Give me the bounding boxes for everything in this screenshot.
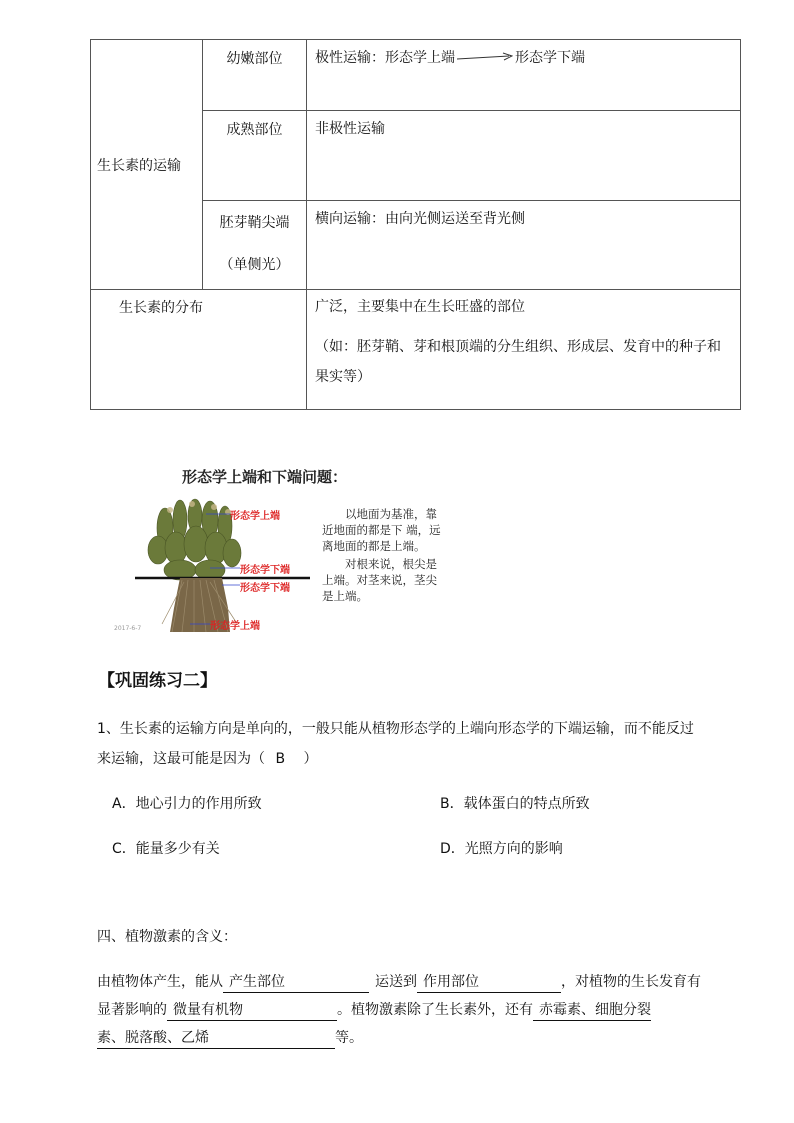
question-text: 1、生长素的运输方向是单向的，一般只能从植物形态学的上端向形态学的下端运输，而不能反过来运输，这最可能是因为（ (97, 721, 694, 767)
distribution-line2: （如：胚芽鞘、芽和根顶端的分生组织、形成层、发育中的种子和果实等） (315, 339, 721, 385)
figure-date: 2017-6-7 (114, 625, 142, 632)
transport-label-cell (91, 40, 203, 290)
question-1 (97, 714, 707, 774)
right-arrow-icon (457, 52, 513, 64)
para-text-2: 运送到 (375, 974, 417, 990)
section4-title: 四、植物激素的含义： (97, 929, 237, 945)
distribution-cell (307, 290, 741, 410)
question-answer: B (275, 751, 286, 767)
option-d: D．光照方向的影响 (440, 841, 563, 857)
distribution-label-cell (91, 290, 307, 410)
figure-desc-1: 以地面为基准，靠近地面的都是下 端，远离地面的都是上端。 (322, 507, 441, 553)
practice-heading: 【巩固练习二】 (98, 671, 217, 691)
part-tip: 胚芽鞘尖端 (219, 215, 290, 231)
part-cell-young (203, 40, 307, 111)
desc-cell-nonpolar (307, 111, 741, 201)
para-text-4: 。植物激素除了生长素外，还有 (337, 1002, 533, 1018)
option-a: A．地心引力的作用所致 (112, 796, 262, 812)
label-root-upper: 形态学上端 (210, 621, 260, 632)
figure-title: 形态学上端和下端问题： (182, 468, 348, 486)
label-root-lower: 形态学下端 (240, 583, 290, 594)
figure-description (322, 506, 442, 604)
blank-origin: 产生部位 (223, 972, 369, 993)
polar-desc-start: 极性运输：形态学上端 (315, 50, 455, 66)
auxin-table (90, 39, 741, 410)
para-text-5: 等。 (335, 1030, 363, 1046)
desc-cell-polar (307, 40, 741, 111)
desc-cell-lateral (307, 201, 741, 290)
part-cell-mature (203, 111, 307, 201)
label-top-upper: 形态学上端 (230, 511, 280, 522)
part-mature: 成熟部位 (226, 122, 283, 138)
blank-trace-organic: 微量有机物 (167, 1000, 337, 1021)
part-cell-tip (203, 201, 307, 290)
section4-paragraph (97, 968, 707, 1052)
para-text-3: ，对植物的生长发育有显著影响的 (97, 974, 701, 1018)
morphology-figure (110, 462, 450, 634)
option-c: C．能量多少有关 (112, 841, 220, 857)
blank-target: 作用部位 (417, 972, 561, 993)
figure-desc-2: 对根来说，根尖是上端。对茎来说，茎尖是上端。 (322, 557, 437, 603)
distribution-line1: 广泛，主要集中在生长旺盛的部位 (315, 299, 525, 315)
part-young: 幼嫩部位 (226, 51, 283, 67)
option-b: B．载体蛋白的特点所致 (440, 796, 590, 812)
label-stem-lower: 形态学下端 (240, 565, 290, 576)
transport-label: 生长素的运输 (97, 157, 181, 174)
distribution-label: 生长素的分布 (119, 300, 203, 316)
nonpolar-desc: 非极性运输 (315, 121, 385, 137)
blank-hormones-1: 赤霉素、细胞分裂 (533, 1000, 651, 1021)
para-text-1: 由植物体产生，能从 (97, 974, 223, 990)
question-end: ） (303, 751, 318, 767)
lateral-desc: 横向运输：由向光侧运送至背光侧 (315, 211, 525, 227)
polar-desc-end: 形态学下端 (515, 50, 585, 66)
blank-hormones-2: 素、脱落酸、乙烯 (97, 1028, 335, 1049)
part-tip-sub: （单侧光） (219, 257, 290, 273)
